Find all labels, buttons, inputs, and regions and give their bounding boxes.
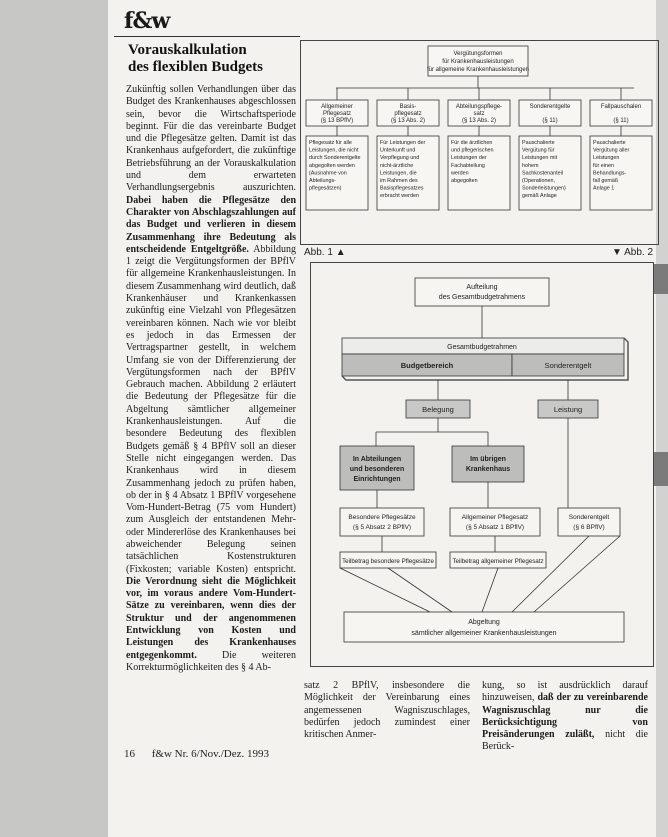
vergutungsform-description-line: Leistungen der	[451, 155, 487, 162]
vergutungsform-description-line: pflegesätzen)	[309, 185, 342, 192]
vergutungsform-description-line: gemäß Anlage	[522, 193, 557, 200]
aufteilung-label: Aufteilung	[466, 284, 498, 291]
allgemeiner-pflegesatz-box	[450, 508, 540, 536]
leistung-label: Leistung	[553, 405, 583, 414]
article-headline	[128, 42, 298, 76]
abteilungen-label: und besonderen	[349, 466, 405, 473]
abgeltung-label: sämtlicher allgemeiner Krankenhausleistungen	[411, 630, 557, 637]
page-number: 16	[124, 748, 135, 760]
vergutungsform-header-label: (§ 13 BPflV)	[320, 118, 354, 124]
vergutungsform-description-line: und pflegerischen	[451, 147, 494, 154]
vergutungsform-description-line: Verpflegung und	[380, 155, 420, 162]
vergutungsform-description-line: Vergütung aller	[593, 147, 630, 154]
uebrigen-label: Im übrigen	[470, 456, 506, 463]
vergutungsform-description-line: im Rahmen des	[380, 178, 418, 184]
besondere-pflegesaetze-label: (§ 5 Absatz 2 BPflV)	[352, 524, 412, 531]
sonderentgelt-bpflv-label: Sonderentgelt	[568, 514, 610, 521]
vergutungsform-description-line: für einen	[593, 162, 614, 169]
journal-issue: f&w Nr. 6/Nov./Dez. 1993	[151, 748, 269, 760]
vergutungsform-header-label: (§ 11)	[542, 118, 558, 124]
header-rule	[114, 36, 300, 37]
vergutungsform-header-label: Fallpauschalen	[600, 104, 642, 110]
vergutungsform-header-label: (§ 11)	[613, 118, 629, 124]
vergutungsform-description-line: Sonderleistungen)	[522, 185, 566, 192]
allgemeiner-pflegesatz-label: Allgemeiner Pflegesatz	[461, 514, 529, 521]
vergutungsform-description-line: Sachkostenanteil	[522, 170, 564, 177]
figure-1-diagram	[300, 40, 660, 245]
vergutungsform-description-line: Fachabteilung	[451, 162, 485, 169]
vergutungsform-description-line: erbracht werden	[380, 193, 419, 200]
uebrigen-box	[452, 446, 524, 482]
root-label: für Krankenhausleistungen	[442, 59, 514, 65]
vergutungsform-header-label: Pflegesatz	[322, 111, 352, 117]
abteilungen-label: Einrichtungen	[353, 476, 401, 483]
vergutungsform-description-line: Basispflegesatzes	[380, 185, 424, 192]
vergutungsform-header-label: (§ 13 Abs. 2)	[461, 118, 497, 124]
vergutungsform-description-line: durch Sonderentgelte	[309, 155, 361, 162]
vergutungsform-header-label: Abteilungspflege-	[455, 104, 503, 110]
vergutungsform-description-line: nicht-ärztliche	[380, 162, 414, 169]
vergutungsform-description-line: abgegolten werden	[309, 162, 355, 169]
article-column-2: satz 2 BPflV, insbesondere die Möglichkeit der Vereinbarung eines angemessenen Wagniszuschlages, bedürfen jedoch zumindest einer kritischen Anmer-	[304, 680, 470, 741]
abgeltung-box	[344, 612, 624, 642]
vergutungsform-header-label: pflegesatz	[394, 111, 422, 117]
gesamtbudget-label: Gesamtbudgetrahmen	[447, 344, 517, 351]
allgemeiner-pflegesatz-label: (§ 5 Absatz 1 BPflV)	[465, 524, 525, 531]
root-label: Vergütungsformen	[453, 51, 503, 57]
vergutungsform-description-line: Für Leistungen der	[380, 140, 426, 146]
vergutungsform-description-line: abgegolten	[451, 178, 478, 184]
vergutungsform-description-line: (Ausnahme von	[309, 170, 347, 177]
figure-2-diagram	[310, 262, 654, 667]
root-label: für allgemeine Krankenhausleistungen	[426, 67, 530, 73]
vergutungsform-description-line: Leistungen mit	[522, 155, 558, 162]
teilbetrag-allgemein-label: Teilbetrag allgemeiner Pflegesatz	[452, 558, 544, 565]
vergutungsform-description-line: Für die ärztlichen	[451, 140, 493, 146]
aufteilung-label: des Gesamtbudgetrahmens	[438, 294, 526, 301]
aufteilung-box	[415, 278, 549, 306]
page-edge-marker	[654, 452, 668, 486]
vergutungsform-description-line: werden	[451, 170, 469, 177]
vergutungsform-header-label: Basis-	[399, 104, 417, 110]
vergutungsform-description-line: Pauschalierte	[593, 140, 626, 146]
figure-2-caption: ▼ Abb. 2	[612, 247, 654, 258]
besondere-pflegesaetze-box	[340, 508, 424, 536]
headline-line: Vorauskalkulation	[128, 42, 247, 58]
budgetbereich-label: Budgetbereich	[400, 361, 454, 370]
page-edge-marker	[654, 264, 668, 294]
vergutungsform-description-line: Leistungen	[593, 155, 620, 162]
vergutungsform-header-label: (§ 13 Abs. 2)	[390, 118, 426, 124]
vergutungsform-description-line: Unterkunft und	[380, 147, 416, 154]
vergutungsform-header-label: Sonderentgelte	[529, 104, 571, 110]
vergutungsform-description-line: Abteilungs-	[309, 178, 336, 184]
vergutungsform-description-line: Pflegesatz für alle	[309, 140, 352, 146]
sonderentgelt-label: Sonderentgelt	[544, 361, 592, 370]
vergutungsform-description-line: Anlage 1	[593, 185, 615, 192]
vergutungsform-description-line: fall gemäß	[593, 178, 619, 184]
uebrigen-label: Krankenhaus	[465, 466, 511, 473]
figure-1-caption: Abb. 1 ▲	[304, 247, 346, 258]
vergutungsform-description-line: Leistungen, die	[380, 170, 417, 177]
adjacent-page	[0, 0, 108, 837]
vergutungsform-header-label: satz	[473, 111, 485, 117]
belegung-label: Belegung	[422, 405, 454, 414]
article-body: Zukünftig sollen Verhandlungen über das Budget des Krankenhauses abgeschlossen sein, bevor die Wirtschaftsperiode beginnt. Für die das vereinbarte Budget und die Pflegesätze gelten. Damit ist das Krankenhaus aufgefordert, die zukünftige Betriebsführung an der Vorauskalkulation und dem erwarteten Verhandlungsergebnis auszurichten. Dabei haben die Pflegesätze den Charakter von Abschlagszahlungen auf das Budget und verlieren in diesem Zusammenhang ihre Bedeutung als entscheidende Entgeltgröße. Abbildung 1 zeigt die Vergütungsformen der BPflV für allgemeine Krankenhausleistungen. In diesem Zusammenhang wird deutlich, daß Krankenhäuser und Krankenkassen zukünftig eine Vielzahl von Pflegesätzen vereinbaren können. Nach wie vor bleibt es jedoch in das Ermessen der Vertragspartner gestellt, in welchem Umfang sie von der Differenzierung der Vergütungsformen nach der BPflV Gebrauch machen. Abbildung 2 erläutert die Bedeutung der Pflegesätze für die Abgeltung sämtlicher allgemeiner Krankenhausleistungen. Auf die besondere Bedeutung des flexiblen Budgets gemäß § 4 BPflV soll an dieser Stelle nicht eingegangen werden. Das Krankenhaus wird in diesem Zusammenhang jedoch zu prüfen haben, ob der in § 4 Absatz 1 BPflV vorgesehene Vom-Hundert-Betrag (75 vom Hundert) zum Ausgleich der entstandenen Mehr- oder Mindererlöse des Krankenhauses bei abweichender Belegung seinen tatsächlichen Kostenstrukturen (Fixkosten; variable Kosten) entspricht. Die Verordnung sieht die Möglichkeit vor, im voraus andere Vom-Hundert-Sätze zu vereinbaren, wenn dies der Struktur und der angenommenen Entwicklung von Kosten und Leistungen des Krankenhauses entgegenkommt. Die weiteren Korrekturmöglichkeiten des § 4 Ab-	[126, 84, 296, 673]
vergutungsform-description-line: hohem	[522, 162, 539, 169]
page-footer	[124, 748, 283, 760]
sonderentgelt-bpflv-box	[558, 508, 620, 536]
sonderentgelt-bpflv-label: (§ 6 BPflV)	[573, 524, 605, 531]
abteilungen-label: In Abteilungen	[352, 456, 402, 463]
article-column-3: kung, so ist ausdrücklich darauf hinzuweisen, daß der zu vereinbarende Wagniszuschlag nur die Berücksichtigung von Preisänderungen zuläßt, nicht die Berück-	[482, 680, 648, 753]
abgeltung-label: Abgeltung	[468, 619, 500, 626]
teilbetrag-besondere-label: Teilbetrag besondere Pflegesätze	[342, 558, 434, 565]
besondere-pflegesaetze-label: Besondere Pflegesätze	[348, 514, 416, 521]
vergutungsform-description-line: Leistungen, die nicht	[309, 147, 359, 154]
vergutungsform-description-line: Vergütung für	[522, 147, 555, 154]
vergutungsform-description-line: (Operationen,	[522, 178, 555, 184]
vergutungsform-description-line: Pauschalierte	[522, 140, 555, 146]
vergutungsform-header-label: Allgemeiner	[321, 104, 353, 110]
journal-logo: f&w	[124, 8, 170, 34]
headline-line: des flexiblen Budgets	[128, 59, 264, 75]
vergutungsform-description-line: Behandlungs-	[593, 170, 627, 177]
